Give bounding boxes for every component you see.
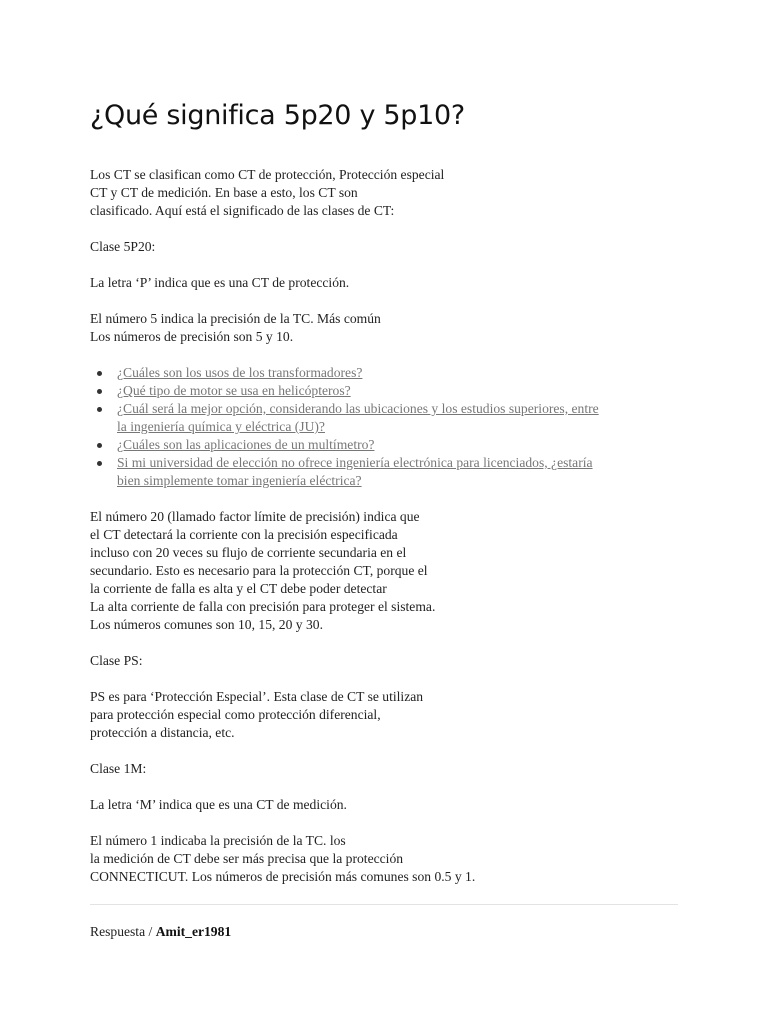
text-line: el CT detectará la corriente con la precisión especificada xyxy=(90,527,398,542)
text-line: El número 20 (llamado factor límite de precisión) indica que xyxy=(90,509,420,524)
text-line: secundario. Esto es necesario para la protección CT, porque el xyxy=(90,563,428,578)
text-line: La alta corriente de falla con precisión para proteger el sistema. xyxy=(90,599,436,614)
text-line: protección a distancia, etc. xyxy=(90,725,235,740)
answer-prefix: Respuesta / xyxy=(90,924,156,939)
related-question-link[interactable]: ¿Cuáles son las aplicaciones de un multímetro? xyxy=(117,437,375,452)
related-questions-list xyxy=(90,364,690,490)
number-5-paragraph xyxy=(90,310,690,346)
intro-paragraph xyxy=(90,166,690,220)
text-line: CT y CT de medición. En base a esto, los CT son xyxy=(90,185,358,200)
answer-attribution xyxy=(90,923,690,941)
ps-paragraph xyxy=(90,688,690,742)
p-letter-paragraph: La letra ‘P’ indica que es una CT de protección. xyxy=(90,275,350,290)
text-line: Los números de precisión son 5 y 10. xyxy=(90,329,294,344)
related-question-link[interactable]: ¿Qué tipo de motor se usa en helicópteros? xyxy=(117,383,351,398)
text-line: incluso con 20 veces su flujo de corriente secundaria en el xyxy=(90,545,407,560)
list-item xyxy=(117,382,690,400)
text-line: PS es para ‘Protección Especial’. Esta clase de CT se utilizan xyxy=(90,689,424,704)
class-5p20-heading: Clase 5P20: xyxy=(90,239,156,254)
list-item xyxy=(117,454,690,490)
number-1-paragraph xyxy=(90,832,690,886)
number-20-paragraph xyxy=(90,508,690,634)
text-line: la medición de CT debe ser más precisa que la protección xyxy=(90,851,404,866)
list-item xyxy=(117,436,690,454)
text-line: CONNECTICUT. Los números de precisión más comunes son 0.5 y 1. xyxy=(90,869,476,884)
text-line: clasificado. Aquí está el significado de las clases de CT: xyxy=(90,203,395,218)
class-1m-heading: Clase 1M: xyxy=(90,761,147,776)
answer-author[interactable]: Amit_er1981 xyxy=(155,924,232,939)
text-line: la corriente de falla es alta y el CT debe poder detectar xyxy=(90,581,387,596)
related-question-link[interactable]: Si mi universidad de elección no ofrece ingeniería electrónica para licenciados, ¿estaría bien simplemente tomar ingeniería eléctrica? xyxy=(117,455,593,488)
list-item xyxy=(117,400,690,436)
m-letter-paragraph: La letra ‘M’ indica que es una CT de medición. xyxy=(90,797,347,812)
text-line: El número 5 indica la precisión de la TC. Más común xyxy=(90,311,381,326)
page-title: ¿Qué significa 5p20 y 5p10? xyxy=(90,100,465,131)
text-line: El número 1 indicaba la precisión de la TC. los xyxy=(90,833,346,848)
divider xyxy=(90,904,678,905)
text-line: Los CT se clasifican como CT de protección, Protección especial xyxy=(90,167,445,182)
list-item xyxy=(117,364,690,382)
text-line: para protección especial como protección diferencial, xyxy=(90,707,381,722)
text-line: Los números comunes son 10, 15, 20 y 30. xyxy=(90,617,323,632)
related-question-link[interactable]: ¿Cuáles son los usos de los transformadores? xyxy=(117,365,363,380)
class-ps-heading: Clase PS: xyxy=(90,653,143,668)
answer-body xyxy=(90,166,690,941)
related-question-link[interactable]: ¿Cuál será la mejor opción, considerando las ubicaciones y los estudios superiores, entre la ingeniería química y eléctrica (JU)? xyxy=(117,401,599,434)
